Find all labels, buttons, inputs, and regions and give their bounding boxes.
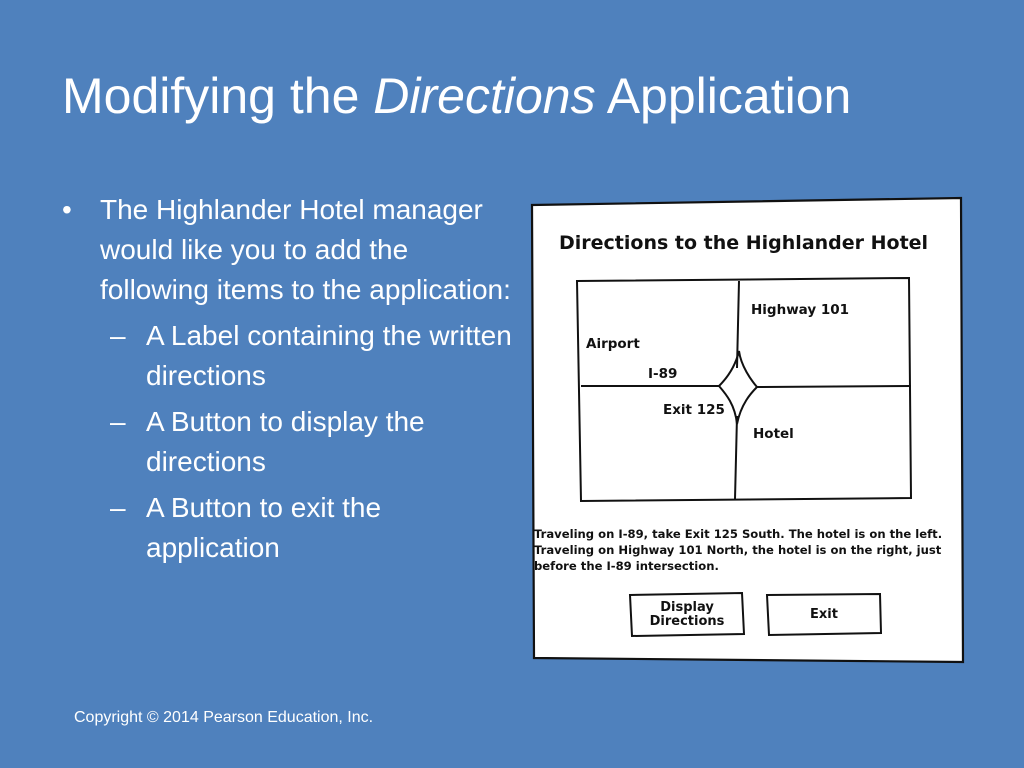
dash-marker: – <box>110 406 126 437</box>
bullet-text: The Highlander Hotel manager would like you to add the following items to the application: <box>100 194 511 305</box>
title-part1: Modifying the <box>62 68 374 124</box>
directions-line: Traveling on Highway 101 North, the hotel is on the right, just <box>534 543 942 557</box>
sub-bullet-exit-button <box>62 488 512 568</box>
exit-button-label: Exit <box>810 606 838 622</box>
exit-button[interactable] <box>769 596 879 633</box>
map-label-exit: Exit 125 <box>663 402 725 418</box>
sub-bullet-text: A Label containing the written directions <box>146 320 512 391</box>
form-title: Directions to the Highlander Hotel <box>559 232 929 254</box>
sketch-drawing <box>529 196 965 666</box>
map-label-interstate: I-89 <box>648 366 678 382</box>
form-sketch <box>529 196 965 666</box>
map-label-hotel: Hotel <box>753 426 794 442</box>
form-outline <box>532 198 963 662</box>
directions-line: before the I-89 intersection. <box>534 559 719 573</box>
directions-line: Traveling on I-89, take Exit 125 South. The hotel is on the left. <box>534 527 943 541</box>
display-button-label-line2: Directions <box>649 614 725 629</box>
display-directions-button[interactable] <box>632 596 742 634</box>
bullet-item <box>62 190 512 310</box>
sub-bullet-text: A Button to display the directions <box>146 406 425 477</box>
sub-bullet-text: A Button to exit the application <box>146 492 382 563</box>
sub-bullet-label <box>62 316 512 396</box>
title-part2: Application <box>595 68 852 124</box>
sub-bullet-display-button <box>62 402 512 482</box>
bullet-dot: • <box>62 194 72 225</box>
display-button-label-line1: Display <box>660 600 714 615</box>
title-italic: Directions <box>373 68 596 124</box>
map-label-highway: Highway 101 <box>751 302 850 318</box>
map-label-airport: Airport <box>586 336 640 352</box>
slide-title <box>62 64 851 128</box>
dash-marker: – <box>110 320 126 351</box>
directions-label <box>534 526 942 574</box>
bullet-list <box>62 190 512 568</box>
dash-marker: – <box>110 492 126 523</box>
copyright-footer: Copyright © 2014 Pearson Education, Inc. <box>74 709 374 726</box>
